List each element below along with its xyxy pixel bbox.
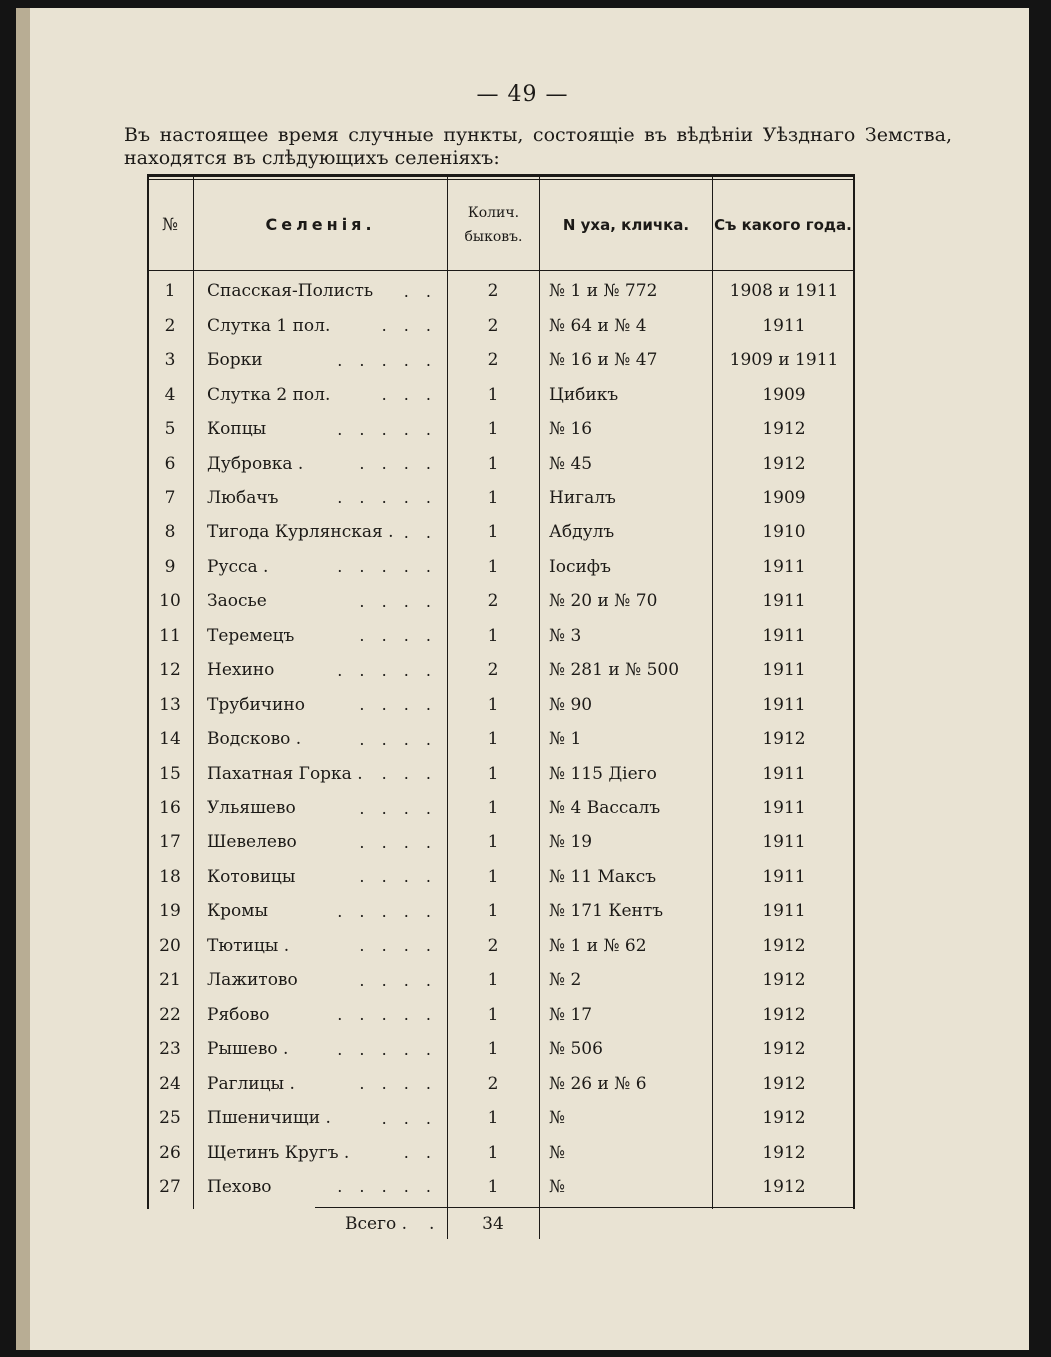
row-bull-name: № 64 и № 4 xyxy=(549,315,647,336)
row-bull-name: № 281 и № 500 xyxy=(549,660,680,681)
row-number: 22 xyxy=(159,1004,181,1025)
row-number: 5 xyxy=(164,419,176,440)
row-leader-dots: . . . . . xyxy=(337,419,437,439)
row-settlement: Заосье xyxy=(207,591,267,612)
row-bull-name: Абдулъ xyxy=(549,522,615,543)
row-since-year: 1910 xyxy=(762,522,806,543)
row-bull-count: 2 xyxy=(487,350,499,371)
row-leader-dots: . . . . xyxy=(359,1074,437,1094)
row-leader-dots: . . . . . xyxy=(337,901,437,921)
total-row xyxy=(147,1209,855,1239)
row-bull-name: № 20 и № 70 xyxy=(549,591,658,612)
row-leader-dots: . . . . xyxy=(359,936,437,956)
row-leader-dots: . . . . xyxy=(359,832,437,852)
row-settlement: Водсково . xyxy=(207,729,302,750)
row-number: 9 xyxy=(164,556,176,577)
table-row xyxy=(147,515,855,550)
row-bull-name: № 3 xyxy=(549,625,582,646)
table-row xyxy=(147,377,855,412)
row-settlement: Трубичино xyxy=(207,694,305,715)
table-row xyxy=(147,619,855,654)
row-since-year: 1911 xyxy=(762,315,806,336)
table-row xyxy=(147,481,855,516)
row-since-year: 1912 xyxy=(762,1108,806,1129)
row-number: 8 xyxy=(164,522,176,543)
table-row xyxy=(147,1066,855,1101)
table-top-rule xyxy=(147,174,855,177)
row-settlement: Рышево . xyxy=(207,1039,289,1060)
table-row xyxy=(147,412,855,447)
row-bull-name: № 1 и № 772 xyxy=(549,281,658,302)
row-settlement: Раглицы . xyxy=(207,1073,295,1094)
row-leader-dots: . . . xyxy=(381,1108,437,1128)
row-settlement: Слутка 2 пол. xyxy=(207,384,331,405)
table-row xyxy=(147,894,855,929)
row-number: 7 xyxy=(164,487,176,508)
row-number: 16 xyxy=(159,798,181,818)
row-leader-dots: . . . . . xyxy=(337,350,437,370)
row-since-year: 1912 xyxy=(762,970,806,991)
table-row xyxy=(147,446,855,481)
table-row xyxy=(147,343,855,378)
row-settlement: Русса . xyxy=(207,556,269,577)
row-number: 14 xyxy=(159,729,181,750)
header-bull-count-line1: Колич. xyxy=(467,205,520,221)
row-since-year: 1911 xyxy=(762,866,806,887)
row-settlement: Пехово xyxy=(207,1176,272,1197)
row-settlement: Копцы xyxy=(207,419,267,440)
row-since-year: 1912 xyxy=(762,1073,806,1094)
row-leader-dots: . . . . xyxy=(359,729,437,749)
table-row xyxy=(147,791,855,826)
row-number: 15 xyxy=(159,763,181,784)
row-leader-dots: . . . . . xyxy=(337,557,437,577)
row-number: 3 xyxy=(164,350,176,371)
row-settlement: Пахатная Горка . xyxy=(207,763,363,784)
row-bull-count: 2 xyxy=(487,315,499,336)
table-row xyxy=(147,860,855,895)
row-number: 17 xyxy=(159,832,181,853)
row-settlement: Тигода Курлянская . xyxy=(207,522,394,543)
row-settlement: Спасская-Полисть xyxy=(207,281,374,302)
row-bull-name: № 19 xyxy=(549,832,593,853)
total-value: 34 xyxy=(482,1214,504,1234)
row-bull-count: 2 xyxy=(487,1073,499,1094)
row-number: 11 xyxy=(159,625,181,646)
row-bull-name: № 17 xyxy=(549,1004,593,1025)
row-bull-name: № xyxy=(549,1142,566,1163)
row-since-year: 1909 xyxy=(762,487,806,508)
row-leader-dots: . . . . xyxy=(359,970,437,990)
table-row xyxy=(147,997,855,1032)
row-bull-name: № 1 и № 62 xyxy=(549,935,647,956)
row-number: 18 xyxy=(159,866,181,887)
row-since-year: 1911 xyxy=(762,694,806,715)
row-since-year: 1908 и 1911 xyxy=(729,281,839,302)
row-bull-count: 1 xyxy=(487,901,499,922)
row-since-year: 1912 xyxy=(762,419,806,440)
row-bull-count: 1 xyxy=(487,419,499,440)
row-number: 20 xyxy=(159,935,181,956)
row-bull-name: № xyxy=(549,1108,566,1129)
row-since-year: 1912 xyxy=(762,935,806,956)
row-bull-name: № 11 Максъ xyxy=(549,866,657,887)
row-number: 24 xyxy=(159,1073,181,1094)
row-since-year: 1909 xyxy=(762,384,806,405)
row-settlement: Любачъ xyxy=(207,487,279,508)
row-bull-name: Нигалъ xyxy=(549,487,616,508)
row-number: 26 xyxy=(159,1142,181,1163)
row-bull-name: № 45 xyxy=(549,453,593,474)
row-number: 1 xyxy=(164,281,176,302)
row-settlement: Пшеничищи . xyxy=(207,1108,331,1129)
row-since-year: 1911 xyxy=(762,660,806,681)
row-number: 23 xyxy=(159,1039,181,1060)
row-number: 4 xyxy=(164,384,176,405)
row-settlement: Рябово xyxy=(207,1004,270,1025)
table-top-rule-thin xyxy=(147,179,855,180)
row-since-year: 1912 xyxy=(762,1039,806,1060)
book-page xyxy=(16,8,1029,1350)
page-binding-edge xyxy=(16,8,30,1350)
header-settlement: Селенія. xyxy=(265,215,376,234)
row-bull-name: № 16 xyxy=(549,419,593,440)
row-bull-count: 1 xyxy=(487,798,499,818)
row-leader-dots: . . . . . xyxy=(337,1005,437,1025)
row-since-year: 1911 xyxy=(762,901,806,922)
row-bull-count: 2 xyxy=(487,281,499,302)
row-bull-name: № 171 Кентъ xyxy=(549,901,664,922)
total-dots: . xyxy=(429,1214,435,1234)
row-leader-dots: . . . . xyxy=(359,626,437,646)
row-since-year: 1911 xyxy=(762,591,806,612)
row-settlement: Лажитово xyxy=(207,970,298,991)
row-number: 12 xyxy=(159,660,181,681)
table-row xyxy=(147,550,855,585)
row-bull-count: 1 xyxy=(487,487,499,508)
table-row xyxy=(147,308,855,343)
table-row xyxy=(147,1170,855,1205)
row-bull-name: № 4 Вассалъ xyxy=(549,798,661,818)
header-bull-count-line2: быковъ. xyxy=(464,229,523,245)
row-bull-name: Іосифъ xyxy=(549,556,611,577)
row-settlement: Кромы xyxy=(207,901,269,922)
row-number: 2 xyxy=(164,315,176,336)
row-number: 6 xyxy=(164,453,176,474)
row-settlement: Котовицы xyxy=(207,866,296,887)
table-row xyxy=(147,929,855,964)
header-bull-name: N уха, кличка. xyxy=(562,216,690,234)
header-since-year: Съ какого года. xyxy=(714,216,852,234)
row-leader-dots: . . . . xyxy=(359,591,437,611)
table-row xyxy=(147,825,855,860)
row-leader-dots: . . . . xyxy=(359,454,437,473)
page-number: — 49 — xyxy=(476,82,569,107)
row-bull-count: 1 xyxy=(487,832,499,853)
row-bull-count: 1 xyxy=(487,694,499,715)
row-bull-name: № 115 Діего xyxy=(549,763,657,784)
table-row xyxy=(147,756,855,791)
header-bull-count xyxy=(448,182,539,268)
row-bull-count: 1 xyxy=(487,625,499,646)
row-bull-count: 2 xyxy=(487,935,499,956)
row-bull-name: Цибикъ xyxy=(549,384,619,405)
row-settlement: Теремецъ xyxy=(207,625,295,646)
row-settlement: Борки xyxy=(207,350,263,371)
row-since-year: 1909 и 1911 xyxy=(729,350,839,371)
intro-paragraph: Въ настоящее время случные пункты, состоящіе въ вѣдѣніи Уѣзднаго Земства, находятся въ слѣдующихъ селеніяхъ: xyxy=(124,124,952,169)
row-bull-name: № xyxy=(549,1176,566,1197)
row-leader-dots: . . . . xyxy=(359,867,437,887)
row-leader-dots: . . . . . xyxy=(337,488,437,508)
row-leader-dots: . . xyxy=(403,522,437,542)
row-bull-count: 1 xyxy=(487,970,499,991)
table-row xyxy=(147,1101,855,1136)
header-number: № xyxy=(161,215,179,235)
row-bull-count: 2 xyxy=(487,660,499,681)
row-number: 13 xyxy=(159,694,181,715)
row-bull-name: № 2 xyxy=(549,970,582,991)
row-since-year: 1911 xyxy=(762,625,806,646)
row-settlement: Дубровка . xyxy=(207,453,304,474)
row-number: 10 xyxy=(159,591,181,612)
row-leader-dots: . . . xyxy=(381,316,437,336)
row-settlement: Ульяшево xyxy=(207,798,296,818)
row-settlement: Щетинъ Кругъ . xyxy=(207,1142,350,1163)
header-separator xyxy=(147,270,855,271)
row-leader-dots: . . . xyxy=(381,385,437,405)
row-leader-dots: . . . . . xyxy=(337,660,437,680)
row-bull-count: 1 xyxy=(487,453,499,474)
row-leader-dots: . . . . . xyxy=(337,1177,437,1197)
row-since-year: 1911 xyxy=(762,763,806,784)
row-leader-dots: . . . xyxy=(381,764,437,784)
total-label: Всего . xyxy=(345,1214,408,1234)
table-row xyxy=(147,687,855,722)
row-bull-count: 2 xyxy=(487,591,499,612)
row-bull-count: 1 xyxy=(487,1108,499,1129)
row-bull-count: 1 xyxy=(487,866,499,887)
row-since-year: 1912 xyxy=(762,453,806,474)
row-bull-count: 1 xyxy=(487,729,499,750)
row-leader-dots: . . xyxy=(403,281,437,301)
row-number: 19 xyxy=(159,901,181,922)
row-since-year: 1912 xyxy=(762,1004,806,1025)
row-bull-count: 1 xyxy=(487,522,499,543)
row-leader-dots: . . xyxy=(403,1143,437,1162)
row-bull-count: 1 xyxy=(487,763,499,784)
row-bull-name: № 90 xyxy=(549,694,593,715)
row-bull-name: № 1 xyxy=(549,729,582,750)
row-bull-count: 1 xyxy=(487,1176,499,1197)
total-rule xyxy=(315,1207,853,1208)
row-since-year: 1911 xyxy=(762,798,806,818)
row-bull-count: 1 xyxy=(487,1039,499,1060)
row-bull-count: 1 xyxy=(487,384,499,405)
row-settlement: Нехино xyxy=(207,660,275,681)
table-row xyxy=(147,1135,855,1170)
row-bull-name: № 16 и № 47 xyxy=(549,350,658,371)
row-since-year: 1912 xyxy=(762,729,806,750)
row-number: 25 xyxy=(159,1108,181,1129)
row-since-year: 1912 xyxy=(762,1176,806,1197)
table-row xyxy=(147,653,855,688)
row-bull-count: 1 xyxy=(487,1004,499,1025)
row-number: 27 xyxy=(159,1176,181,1197)
table-row xyxy=(147,963,855,998)
row-settlement: Слутка 1 пол. xyxy=(207,315,331,336)
row-settlement: Шевелево xyxy=(207,832,297,853)
row-bull-name: № 506 xyxy=(549,1039,603,1060)
row-settlement: Тютицы . xyxy=(207,935,290,956)
row-since-year: 1911 xyxy=(762,832,806,853)
row-bull-count: 1 xyxy=(487,556,499,577)
row-bull-name: № 26 и № 6 xyxy=(549,1073,647,1094)
row-since-year: 1911 xyxy=(762,556,806,577)
table-row xyxy=(147,584,855,619)
row-number: 21 xyxy=(159,970,181,991)
row-bull-count: 1 xyxy=(487,1142,499,1163)
row-leader-dots: . . . . xyxy=(359,798,437,818)
settlements-table xyxy=(147,174,855,1234)
row-leader-dots: . . . . xyxy=(359,695,437,715)
table-row xyxy=(147,274,855,309)
row-leader-dots: . . . . . xyxy=(337,1039,437,1059)
table-row xyxy=(147,722,855,757)
row-since-year: 1912 xyxy=(762,1142,806,1163)
table-row xyxy=(147,1032,855,1067)
